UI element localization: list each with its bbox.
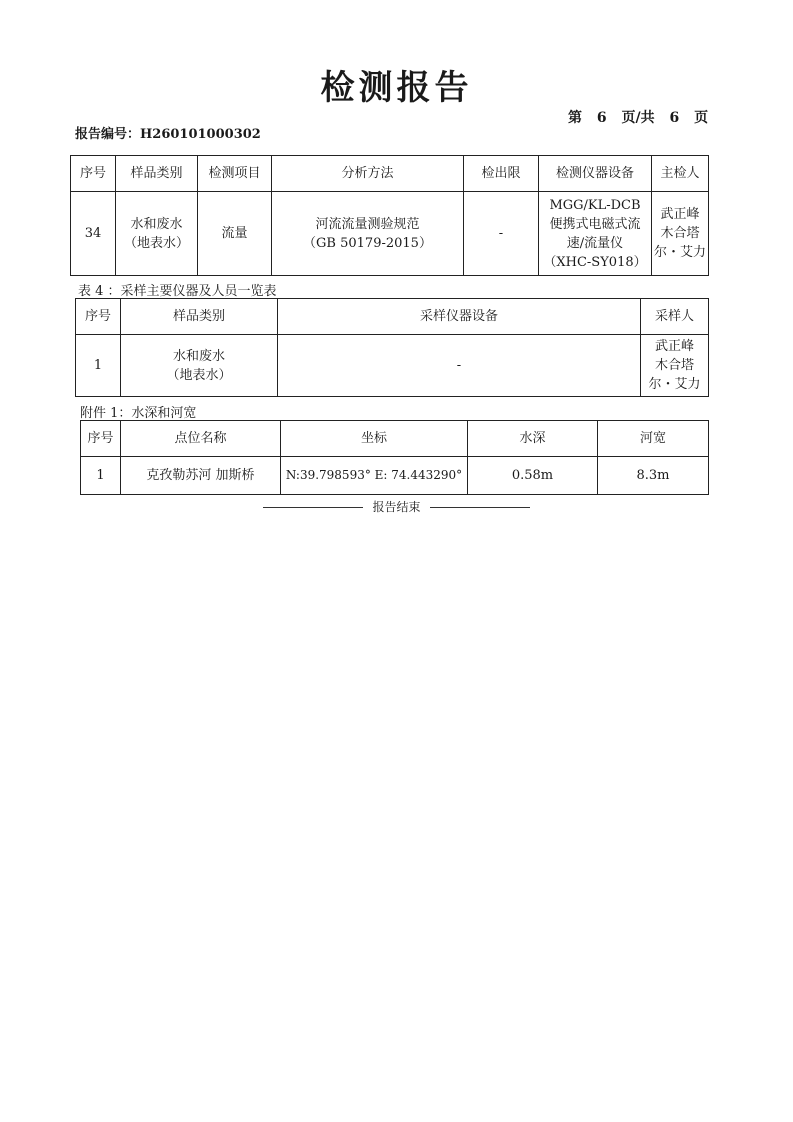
- text-line: （地表水）: [123, 235, 189, 251]
- sample-category: [116, 192, 198, 276]
- text-line: 武正峰: [654, 339, 694, 354]
- coordinates: N:39.798593° E: 74.443290°: [281, 457, 468, 495]
- table2-caption: 表 4 ：采样主要仪器及人员一览表: [78, 284, 277, 299]
- header-cell: 采样人: [641, 299, 709, 335]
- header-cell: 分析方法: [272, 156, 464, 192]
- header-cell: 坐标: [281, 421, 468, 457]
- page-total: 6: [669, 110, 680, 126]
- analysis-method: [272, 192, 464, 276]
- text-line: 武正峰: [660, 207, 700, 222]
- header-cell: 采样仪器设备: [278, 299, 641, 335]
- header-cell: 样品类别: [116, 156, 198, 192]
- text-line: 河流流量测验规范: [315, 216, 420, 232]
- sampling-table: [75, 298, 709, 397]
- page-current: 6: [596, 110, 607, 126]
- sample-category: [121, 335, 278, 397]
- table-row: [71, 192, 709, 276]
- text-line: 尔・艾力: [654, 245, 707, 260]
- divider: [430, 507, 530, 508]
- instrument: [539, 192, 652, 276]
- text-line: MGG/KL-DCB: [549, 197, 641, 213]
- depth-width-table: [80, 420, 709, 495]
- text-line: （地表水）: [166, 367, 232, 383]
- divider: [263, 507, 363, 508]
- table-header-row: [76, 299, 709, 335]
- header-cell: 主检人: [652, 156, 709, 192]
- water-depth: 0.58m: [468, 457, 598, 495]
- location-name: 克孜勒苏河 加斯桥: [121, 457, 281, 495]
- report-number: 报告编号：H260101000302: [75, 127, 261, 142]
- header-cell: 检出限: [464, 156, 539, 192]
- header-cell: 水深: [468, 421, 598, 457]
- text-line: 速/流量仪: [566, 235, 624, 251]
- row-index: 1: [76, 335, 121, 397]
- detection-table: [70, 155, 709, 276]
- table-header-row: [81, 421, 709, 457]
- page-prefix: 第: [568, 110, 582, 126]
- sampling-equipment: -: [278, 335, 641, 397]
- sampler: [641, 335, 709, 397]
- page-indicator: [568, 107, 708, 127]
- text-line: 木合塔: [654, 358, 694, 373]
- header-cell: 河宽: [598, 421, 709, 457]
- text-line: （XHC-SY018）: [543, 254, 647, 270]
- text-line: 便携式电磁式流: [549, 216, 641, 232]
- header-cell: 检测项目: [198, 156, 272, 192]
- row-index: 1: [81, 457, 121, 495]
- text-line: 木合塔: [660, 226, 700, 241]
- test-item: 流量: [198, 192, 272, 276]
- text-line: 水和废水: [172, 348, 225, 364]
- table-row: [76, 335, 709, 397]
- header-cell: 序号: [71, 156, 116, 192]
- header-cell: 检测仪器设备: [539, 156, 652, 192]
- header-cell: 序号: [81, 421, 121, 457]
- text-line: 水和废水: [130, 216, 183, 232]
- table-row: [81, 457, 709, 495]
- document-title: 检测报告: [320, 68, 473, 108]
- text-line: （GB 50179-2015）: [303, 235, 432, 251]
- page-suffix: 页: [694, 110, 709, 126]
- row-index: 34: [71, 192, 116, 276]
- river-width: 8.3m: [598, 457, 709, 495]
- header-cell: 点位名称: [121, 421, 281, 457]
- table-header-row: [71, 156, 709, 192]
- inspector: [652, 192, 709, 276]
- header-cell: 样品类别: [121, 299, 278, 335]
- end-text: 报告结束: [372, 500, 421, 514]
- text-line: 尔・艾力: [648, 377, 701, 392]
- header-cell: 序号: [76, 299, 121, 335]
- page-middle: 页/共: [621, 110, 655, 126]
- report-end: [0, 498, 793, 515]
- detection-limit: -: [464, 192, 539, 276]
- table3-caption: 附件 1：水深和河宽: [80, 406, 197, 421]
